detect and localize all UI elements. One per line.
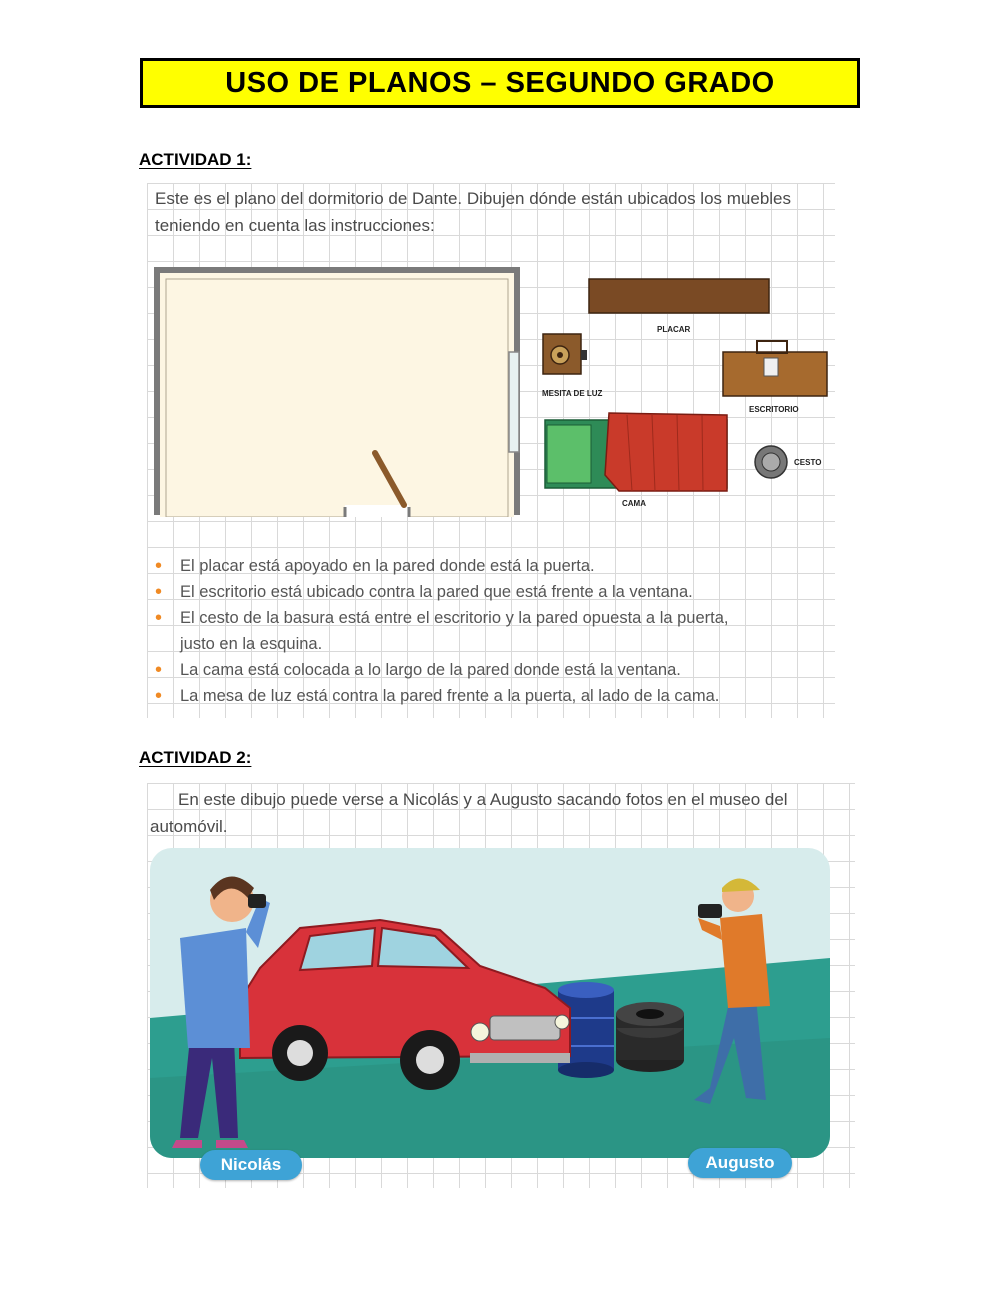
museum-scene-illustration: [150, 848, 830, 1173]
instruction-item: • La cama está colocada a lo largo de la pared donde está la ventana.: [155, 657, 815, 683]
tyres-icon: [616, 1002, 684, 1072]
escritorio-label: ESCRITORIO: [749, 405, 799, 414]
cesto-label: CESTO: [794, 458, 822, 467]
activity2-instruction-line1: En este dibujo puede verse a Nicolás y a Augusto sacando fotos en el museo del: [178, 790, 788, 809]
activity1-instructions-list: [155, 553, 815, 709]
page-title-box: [140, 58, 860, 108]
instruction-item: • El cesto de la basura está entre el escritorio y la pared opuesta a la puerta,: [155, 605, 815, 631]
activity2-instruction-line2: automóvil.: [150, 817, 228, 836]
room-plan: [147, 255, 835, 517]
door-gap: [345, 505, 409, 517]
placar-icon: [589, 279, 769, 313]
instruction-item-continuation: justo en la esquina.: [180, 635, 323, 653]
activity1-label: ACTIVIDAD 1:: [139, 150, 252, 169]
instruction-item: • El placar está apoyado en la pared donde está la puerta.: [155, 553, 815, 579]
activity1-instruction-line1: Este es el plano del dormitorio de Dante. Dibujen dónde están ubicados los muebles: [155, 189, 792, 208]
name-tag-nicolas: Nicolás: [200, 1150, 302, 1180]
placar-label: PLACAR: [657, 325, 691, 334]
instruction-item: • La mesa de luz está contra la pared frente a la puerta, al lado de la cama.: [155, 683, 815, 709]
instruction-item: • El escritorio está ubicado contra la pared que está frente a la ventana.: [155, 579, 815, 605]
mesita-label: MESITA DE LUZ: [542, 389, 603, 398]
activity2-label: ACTIVIDAD 2:: [139, 748, 252, 767]
page-title: USO DE PLANOS – SEGUNDO GRADO: [225, 66, 775, 99]
window-icon: [509, 352, 519, 452]
cama-label: CAMA: [622, 499, 646, 508]
room-inner-line: [166, 279, 508, 517]
activity1-instruction-line2: teniendo en cuenta las instrucciones:: [155, 216, 435, 235]
name-tag-augusto: Augusto: [688, 1148, 792, 1178]
